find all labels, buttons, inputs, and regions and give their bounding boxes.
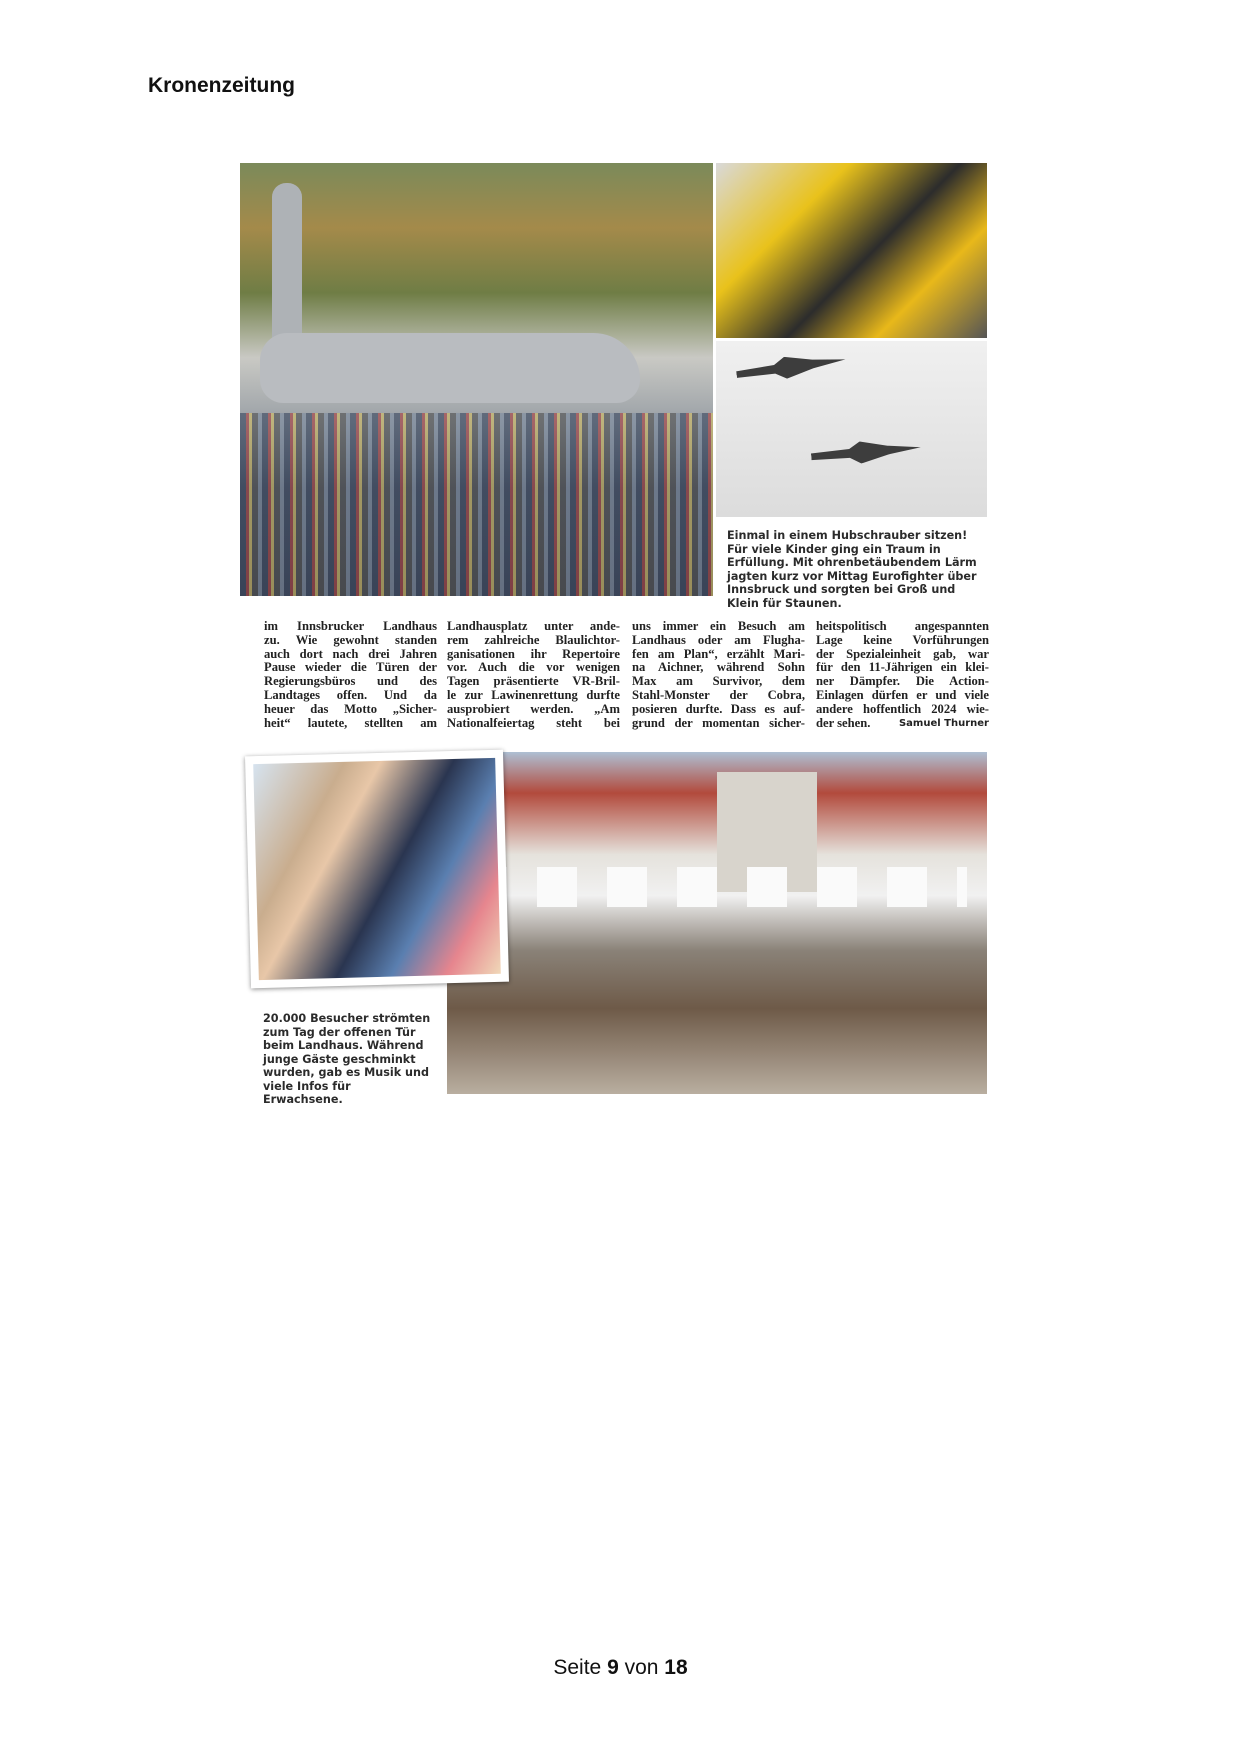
article-line: Landhaus oder am Flugha- bbox=[632, 632, 805, 647]
photo-hercules-aircraft-crowd bbox=[240, 163, 713, 596]
article-line: auch dort nach drei Jahren bbox=[264, 646, 437, 661]
article-line: Einlagen dürfen er und viele bbox=[816, 687, 989, 702]
article-line: zu. Wie gewohnt standen bbox=[264, 632, 437, 647]
article-line: Nationalfeiertag steht bei bbox=[447, 715, 620, 730]
article-line: grund der momentan sicher- bbox=[632, 715, 805, 730]
article-column-3 bbox=[632, 620, 805, 730]
aircraft-tail bbox=[272, 183, 302, 353]
article-line-text: der sehen. bbox=[816, 715, 871, 730]
article-line: heuer das Motto „Sicher- bbox=[264, 701, 437, 716]
photo-face-painting bbox=[245, 750, 509, 989]
article-line: im Innsbrucker Landhaus bbox=[264, 619, 437, 633]
article-line: andere hoffentlich 2024 wie- bbox=[816, 701, 989, 716]
article-line: vor. Auch die vor wenigen bbox=[447, 660, 620, 675]
article-line: ner Dämpfer. Die Action- bbox=[816, 674, 989, 689]
article-column-1 bbox=[264, 620, 437, 730]
article-line: für den 11-Jährigen ein klei- bbox=[816, 660, 989, 675]
aircraft-body bbox=[260, 333, 640, 403]
page-prefix: Seite bbox=[553, 1656, 602, 1679]
article-line: posieren durfte. Dass es auf- bbox=[632, 701, 805, 716]
article-line: le zur Lawinenrettung durfte bbox=[447, 687, 620, 702]
article-column-2 bbox=[447, 620, 620, 730]
article-line: Regierungsbüros und des bbox=[264, 674, 437, 689]
article-line: Stahl-Monster der Cobra, bbox=[632, 687, 805, 702]
article-line: uns immer ein Besuch am bbox=[632, 619, 805, 633]
photo-eurofighter-jets bbox=[716, 341, 987, 517]
article-line: der Spezialeinheit gab, war bbox=[816, 646, 989, 661]
crowd bbox=[240, 413, 713, 596]
article-line: rem zahlreiche Blaulichtor- bbox=[447, 632, 620, 647]
publication-title: Kronenzeitung bbox=[148, 74, 295, 97]
article-line: Pause wieder die Türen der bbox=[264, 660, 437, 675]
article-line: heitspolitisch angespannten bbox=[816, 619, 989, 633]
caption-visitors: 20.000 Besucher strömten zum Tag der offenen Tür beim Landhaus. Während junge Gäste geschminkt wurden, gab es Musik und viele Infos für Erwachsene. bbox=[263, 1012, 431, 1106]
tents bbox=[467, 867, 967, 907]
caption-aircraft: Einmal in einem Hubschrauber sitzen! Für viele Kinder ging ein Traum in Erfüllung. Mit ohrenbetäubendem Lärm jagten kurz vor Mittag Eurofighter über Innsbruck und sorgten bei Groß und Klein für Staunen. bbox=[727, 529, 977, 610]
total-pages: 18 bbox=[664, 1656, 688, 1679]
photo-landhausplatz-crowd bbox=[447, 752, 987, 1094]
jet bbox=[810, 436, 921, 468]
article-line: Landhausplatz unter ande- bbox=[447, 619, 620, 633]
article-line: Landtages offen. Und da bbox=[264, 687, 437, 702]
article-line bbox=[816, 717, 989, 731]
jet bbox=[735, 348, 847, 385]
article-line: Tagen präsentierte VR-Bril- bbox=[447, 674, 620, 689]
page-sep: von bbox=[624, 1656, 659, 1679]
article-line: Lage keine Vorführungen bbox=[816, 632, 989, 647]
article-line: Max am Survivor, dem bbox=[632, 674, 805, 689]
article-line: fen am Plan“, erzählt Mari- bbox=[632, 646, 805, 661]
author-byline: Samuel Thurner bbox=[898, 717, 989, 729]
photo-helicopter-children bbox=[716, 163, 987, 338]
current-page: 9 bbox=[607, 1656, 619, 1679]
article-line: heit“ lautete, stellten am bbox=[264, 715, 437, 730]
article-line: na Aichner, während Sohn bbox=[632, 660, 805, 675]
article-line: ausprobiert werden. „Am bbox=[447, 701, 620, 716]
article-line: ganisationen ihr Repertoire bbox=[447, 646, 620, 661]
photo-image bbox=[253, 758, 501, 980]
article-column-4 bbox=[816, 620, 989, 730]
page-number bbox=[0, 1656, 1241, 1680]
